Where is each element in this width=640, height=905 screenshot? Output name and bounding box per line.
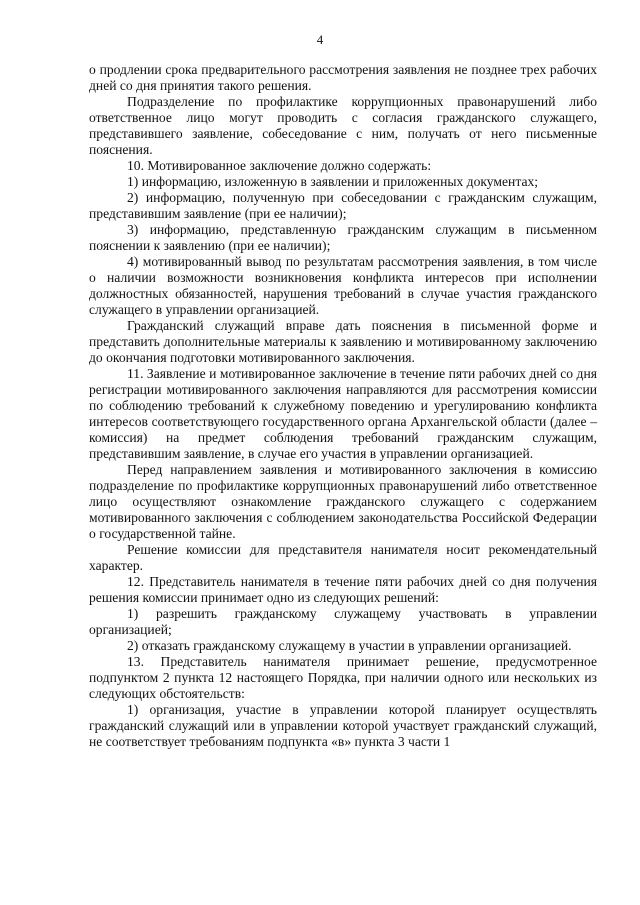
paragraph-continuation: о продлении срока предварительного рассмотрения заявления не позднее трех рабочих дней со дня принятия такого решения.	[89, 62, 597, 93]
paragraph-item-12: 12. Представитель нанимателя в течение пяти рабочих дней со дня получения решения комиссии принимает одно из следующих решений:	[89, 574, 597, 605]
paragraph-item-10-1: 1) информацию, изложенную в заявлении и приложенных документах;	[127, 174, 539, 189]
paragraph-interview: Подразделение по профилактике коррупционных правонарушений либо ответственное лицо могут проводить с согласия гражданского служащего, представившего заявление, собеседование с ним, получать от него письменные пояснения.	[89, 94, 597, 157]
paragraph-item-12-1: 1) разрешить гражданскому служащему участвовать в управлении организацией;	[89, 606, 597, 637]
paragraph-item-11: 11. Заявление и мотивированное заключение в течение пяти рабочих дней со дня регистрации мотивированного заключения направляются для рассмотрения комиссии по соблюдению требований к служебному поведению и урегулированию конфликта интересов соответствующего государственного органа Архангельской области (далее – комиссия) на предмет соблюдения требований гражданским служащим, представившим заявление, в случае его участия в управлении организацией.	[89, 366, 597, 461]
document-body	[89, 62, 597, 750]
paragraph-item-13-1: 1) организация, участие в управлении которой планирует осуществлять гражданский служащий или в управлении которой участвует гражданский служащий, не соответствует требованиям подпункта «в» пункта 3 части 1	[89, 702, 597, 749]
paragraph-item-10: 10. Мотивированное заключение должно содержать:	[127, 158, 432, 173]
paragraph-item-10-4: 4) мотивированный вывод по результатам рассмотрения заявления, в том числе о наличии возможности возникновения конфликта интересов при исполнении должностных обязанностей, нарушения требований в случае участия гражданского служащего в управлении организацией.	[89, 254, 597, 317]
paragraph-item-12-2: 2) отказать гражданскому служащему в участии в управлении организацией.	[127, 638, 572, 653]
paragraph-item-13: 13. Представитель нанимателя принимает решение, предусмотренное подпунктом 2 пункта 12 настоящего Порядка, при наличии одного или нескольких из следующих обстоятельств:	[89, 654, 597, 701]
paragraph-item-10-3: 3) информацию, представленную гражданским служащим в письменном пояснении к заявлению (при ее наличии);	[89, 222, 597, 253]
page-number: 4	[316, 32, 324, 47]
paragraph-explanations: Гражданский служащий вправе дать пояснения в письменной форме и представить дополнительные материалы к заявлению и мотивированному заключению до окончания подготовки мотивированного заключения.	[89, 318, 597, 365]
paragraph-item-10-2: 2) информацию, полученную при собеседовании с гражданским служащим, представившим заявление (при ее наличии);	[89, 190, 597, 221]
paragraph-familiarization: Перед направлением заявления и мотивированного заключения в комиссию подразделение по профилактике коррупционных правонарушений либо ответственное лицо осуществляют ознакомление гражданского служащего с содержанием мотивированного заключения с соблюдением законодательства Российской Федерации о государственной тайне.	[89, 462, 597, 541]
paragraph-commission-decision: Решение комиссии для представителя нанимателя носит рекомендательный характер.	[89, 542, 597, 573]
